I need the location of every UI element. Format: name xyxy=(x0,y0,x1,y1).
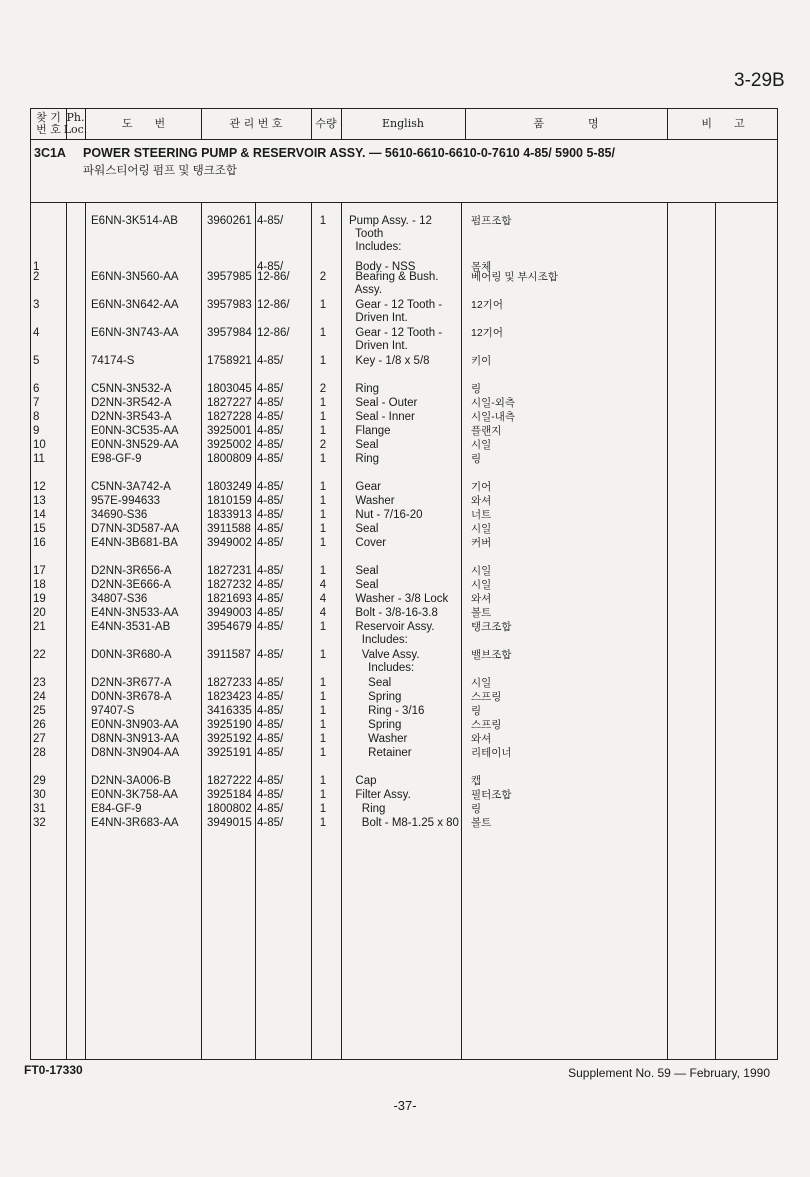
english-description xyxy=(349,411,415,424)
mgmt-number: 1833913 xyxy=(207,509,252,521)
effective-date: 4-85/ xyxy=(257,803,284,815)
korean-description: 시일 xyxy=(471,579,492,591)
effective-date: 4-85/ xyxy=(257,649,284,661)
section-code: 3C1A xyxy=(34,146,66,160)
quantity: 1 xyxy=(319,677,327,689)
effective-date: 4-85/ xyxy=(257,481,284,493)
effective-date: 4-85/ xyxy=(257,453,284,465)
effective-date: 4-85/ xyxy=(257,747,284,759)
part-number: 34690-S36 xyxy=(91,509,148,521)
effective-date: 4-85/ xyxy=(257,523,284,535)
part-number: 957E-994633 xyxy=(91,495,161,507)
ref-number: 20 xyxy=(33,607,46,619)
description-line: Driven Int. xyxy=(349,340,408,352)
effective-date: 4-85/ xyxy=(257,215,284,227)
english-description xyxy=(349,271,439,297)
effective-date: 4-85/ xyxy=(257,565,284,577)
ref-number: 23 xyxy=(33,677,46,689)
ref-number: 32 xyxy=(33,817,46,829)
effective-date: 4-85/ xyxy=(257,789,284,801)
description-line: Cap xyxy=(349,775,377,787)
korean-description: 시일 xyxy=(471,439,492,451)
section-title: POWER STEERING PUMP & RESERVOIR ASSY. — 5610-6610-6610-0-7610 4-85/ 5900 5-85/ xyxy=(83,146,615,160)
quantity: 1 xyxy=(319,747,327,759)
korean-description: 링 xyxy=(471,803,482,815)
quantity: 1 xyxy=(319,621,327,633)
part-number: E0NN-3K758-AA xyxy=(91,789,178,801)
col-rule xyxy=(255,202,256,1059)
korean-description: 링 xyxy=(471,383,482,395)
part-number: D2NN-3R543-A xyxy=(91,411,172,423)
part-number: C5NN-3N532-A xyxy=(91,383,172,395)
ref-number: 13 xyxy=(33,495,46,507)
description-line: Gear - 12 Tooth - xyxy=(349,327,443,339)
page-footer-number: -37- xyxy=(393,1098,417,1113)
description-line: Ring - 3/16 xyxy=(349,705,425,717)
ref-number: 21 xyxy=(33,621,46,633)
english-description xyxy=(349,355,430,368)
description-line: Seal xyxy=(349,565,379,577)
quantity: 4 xyxy=(319,579,327,591)
english-description xyxy=(349,523,378,536)
ref-number: 31 xyxy=(33,803,46,815)
effective-date: 4-85/ xyxy=(257,705,284,717)
description-line: Reservoir Assy. xyxy=(349,621,435,633)
effective-date: 4-85/ xyxy=(257,677,284,689)
effective-date: 4-85/ xyxy=(257,261,284,273)
description-line: Seal - Outer xyxy=(349,397,418,409)
description-line: Washer xyxy=(349,733,408,745)
korean-description: 링 xyxy=(471,453,482,465)
ref-number: 3 xyxy=(33,299,40,311)
korean-description: 펌프조합 xyxy=(471,215,512,227)
korean-description: 필터조합 xyxy=(471,789,512,801)
quantity: 1 xyxy=(319,453,327,465)
mgmt-number: 1827231 xyxy=(207,565,252,577)
description-line: Key - 1/8 x 5/8 xyxy=(349,355,430,367)
effective-date: 4-85/ xyxy=(257,425,284,437)
header-loc: Ph. Loc. xyxy=(66,109,86,139)
quantity: 1 xyxy=(319,691,327,703)
description-line: Spring xyxy=(349,691,402,703)
quantity: 1 xyxy=(319,397,327,409)
effective-date: 4-85/ xyxy=(257,439,284,451)
quantity: 1 xyxy=(319,299,327,311)
mgmt-number: 3957985 xyxy=(207,271,252,283)
effective-date: 4-85/ xyxy=(257,411,284,423)
mgmt-number: 3949002 xyxy=(207,537,252,549)
effective-date: 12-86/ xyxy=(257,327,290,339)
mgmt-number: 1803045 xyxy=(207,383,252,395)
part-number: E0NN-3N903-AA xyxy=(91,719,179,731)
quantity: 1 xyxy=(319,355,327,367)
header-part-number: 도 번 xyxy=(121,117,166,130)
english-description xyxy=(349,677,391,690)
english-description xyxy=(349,775,377,788)
part-number: 34807-S36 xyxy=(91,593,148,605)
english-description xyxy=(349,481,381,494)
section-title-korean: 파워스티어링 펌프 및 탱크조합 xyxy=(83,165,238,177)
part-number: 97407-S xyxy=(91,705,135,717)
quantity: 2 xyxy=(319,271,327,283)
description-line: Washer xyxy=(349,495,395,507)
mgmt-number: 1827233 xyxy=(207,677,252,689)
english-description xyxy=(349,621,434,647)
mgmt-number: 3925002 xyxy=(207,439,252,451)
quantity: 1 xyxy=(319,649,327,661)
description-line: Bolt - 3/8-16-3.8 xyxy=(349,607,438,619)
description-line: Seal xyxy=(349,677,392,689)
part-number: E0NN-3C535-AA xyxy=(91,425,179,437)
korean-description: 와셔 xyxy=(471,593,492,605)
english-description xyxy=(349,747,412,760)
ref-number: 27 xyxy=(33,733,46,745)
description-line: Driven Int. xyxy=(349,312,408,324)
part-number: E4NN-3R683-AA xyxy=(91,817,179,829)
mgmt-number: 3911587 xyxy=(207,649,251,661)
mgmt-number: 3925001 xyxy=(207,425,252,437)
header-mgmt-number: 관 리 번 호 xyxy=(229,117,283,130)
korean-description: 스프링 xyxy=(471,691,502,703)
english-description xyxy=(349,649,420,675)
effective-date: 12-86/ xyxy=(257,299,290,311)
korean-description: 시일-내측 xyxy=(471,411,516,423)
description-line: Assy. xyxy=(349,284,383,296)
header-remarks: 비 고 xyxy=(701,117,745,130)
description-line: Washer - 3/8 Lock xyxy=(349,593,449,605)
quantity: 1 xyxy=(319,509,327,521)
section-divider xyxy=(31,202,777,203)
mgmt-number: 1823423 xyxy=(207,691,252,703)
english-description xyxy=(349,691,401,704)
korean-description: 시일 xyxy=(471,565,492,577)
quantity: 1 xyxy=(319,817,327,829)
mgmt-number: 3416335 xyxy=(207,705,252,717)
header-divider xyxy=(31,139,777,140)
ref-number: 29 xyxy=(33,775,46,787)
effective-date: 4-85/ xyxy=(257,607,284,619)
ref-number: 25 xyxy=(33,705,46,717)
ref-number: 18 xyxy=(33,579,46,591)
part-number: E4NN-3B681-BA xyxy=(91,537,178,549)
mgmt-number: 1827232 xyxy=(207,579,252,591)
mgmt-number: 3949003 xyxy=(207,607,252,619)
mgmt-number: 1810159 xyxy=(207,495,252,507)
supplement-note: Supplement No. 59 — February, 1990 xyxy=(568,1066,770,1080)
effective-date: 4-85/ xyxy=(257,719,284,731)
description-line: Ring xyxy=(349,453,380,465)
effective-date: 4-85/ xyxy=(257,593,284,605)
description-line: Gear xyxy=(349,481,381,493)
description-line: Spring xyxy=(349,719,402,731)
part-number: C5NN-3A742-A xyxy=(91,481,171,493)
description-line: Body - NSS xyxy=(349,261,416,273)
quantity: 4 xyxy=(319,607,327,619)
mgmt-number: 3925190 xyxy=(207,719,252,731)
korean-description: 몸체 xyxy=(471,261,492,273)
effective-date: 4-85/ xyxy=(257,355,284,367)
ref-number: 6 xyxy=(33,383,40,395)
mgmt-number: 3960261 xyxy=(207,215,252,227)
english-description xyxy=(349,453,379,466)
effective-date: 4-85/ xyxy=(257,691,284,703)
part-number: E0NN-3N529-AA xyxy=(91,439,179,451)
effective-date: 4-85/ xyxy=(257,817,284,829)
korean-description: 링 xyxy=(471,705,482,717)
korean-description: 12기어 xyxy=(471,299,503,311)
english-description xyxy=(349,383,379,396)
part-number: D0NN-3R678-A xyxy=(91,691,172,703)
description-line: Tooth xyxy=(349,228,384,240)
english-description xyxy=(349,495,395,508)
header-english: English xyxy=(382,117,424,130)
ref-number: 28 xyxy=(33,747,46,759)
ref-number: 26 xyxy=(33,719,46,731)
quantity: 2 xyxy=(319,383,327,395)
korean-description: 리테이너 xyxy=(471,747,512,759)
korean-description: 커버 xyxy=(471,537,492,549)
quantity: 1 xyxy=(319,565,327,577)
part-number: D2NN-3R542-A xyxy=(91,397,172,409)
part-number: E4NN-3531-AB xyxy=(91,621,171,633)
ref-number: 4 xyxy=(33,327,40,339)
english-description xyxy=(349,803,385,816)
quantity: 1 xyxy=(319,733,327,745)
korean-description: 기어 xyxy=(471,481,492,493)
effective-date: 12-86/ xyxy=(257,271,290,283)
part-number: 74174-S xyxy=(91,355,135,367)
mgmt-number: 3957984 xyxy=(207,327,252,339)
part-number: E6NN-3K514-AB xyxy=(91,215,178,227)
ref-number: 8 xyxy=(33,411,40,423)
quantity: 1 xyxy=(319,775,327,787)
english-description xyxy=(349,425,391,438)
col-rule xyxy=(201,202,202,1059)
description-line: Ring xyxy=(349,803,386,815)
part-number: E98-GF-9 xyxy=(91,453,142,465)
ref-number: 30 xyxy=(33,789,46,801)
page-number: 3-29B xyxy=(734,70,785,91)
part-number: E6NN-3N743-AA xyxy=(91,327,179,339)
part-number: D2NN-3E666-A xyxy=(91,579,171,591)
col-rule xyxy=(85,202,86,1059)
korean-description: 시일-외측 xyxy=(471,397,516,409)
korean-description: 플랜지 xyxy=(471,425,502,437)
description-line: Seal xyxy=(349,523,379,535)
english-description xyxy=(349,705,424,718)
korean-description: 탱크조합 xyxy=(471,621,512,633)
korean-description: 캡 xyxy=(471,775,482,787)
quantity: 1 xyxy=(319,481,327,493)
ref-number: 17 xyxy=(33,565,46,577)
description-line: Filter Assy. xyxy=(349,789,411,801)
part-number: E4NN-3N533-AA xyxy=(91,607,179,619)
mgmt-number: 1827227 xyxy=(207,397,252,409)
description-line: Includes: xyxy=(349,634,408,646)
description-line: Includes: xyxy=(349,662,415,674)
ref-number: 12 xyxy=(33,481,46,493)
part-number: D8NN-3N904-AA xyxy=(91,747,180,759)
korean-description: 와셔 xyxy=(471,495,492,507)
header-qty: 수량 xyxy=(315,117,337,130)
description-line: Pump Assy. - 12 xyxy=(349,215,432,227)
col-rule xyxy=(341,202,342,1059)
description-line: Cover xyxy=(349,537,387,549)
mgmt-number: 1803249 xyxy=(207,481,252,493)
parts-table xyxy=(30,108,778,1060)
korean-description: 너트 xyxy=(471,509,492,521)
english-description xyxy=(349,593,448,606)
ref-number: 5 xyxy=(33,355,40,367)
description-line: Seal xyxy=(349,579,379,591)
korean-description: 볼트 xyxy=(471,817,492,829)
quantity: 1 xyxy=(319,803,327,815)
ref-number: 16 xyxy=(33,537,46,549)
ref-number: 15 xyxy=(33,523,46,535)
english-description xyxy=(349,397,417,410)
ref-number: 19 xyxy=(33,593,46,605)
korean-description: 베어링 및 부시조합 xyxy=(471,271,558,283)
effective-date: 4-85/ xyxy=(257,383,284,395)
english-description xyxy=(349,817,459,830)
effective-date: 4-85/ xyxy=(257,537,284,549)
part-number: D0NN-3R680-A xyxy=(91,649,172,661)
korean-description: 밸브조합 xyxy=(471,649,512,661)
effective-date: 4-85/ xyxy=(257,579,284,591)
part-number: D7NN-3D587-AA xyxy=(91,523,180,535)
ref-number: 14 xyxy=(33,509,46,521)
quantity: 1 xyxy=(319,705,327,717)
quantity: 1 xyxy=(319,537,327,549)
effective-date: 4-85/ xyxy=(257,733,284,745)
ref-number: 11 xyxy=(33,453,45,465)
english-description xyxy=(349,579,378,592)
ref-number: 2 xyxy=(33,271,40,283)
english-description xyxy=(349,565,378,578)
english-description xyxy=(349,215,432,254)
korean-description: 스프링 xyxy=(471,719,502,731)
mgmt-number: 3949015 xyxy=(207,817,252,829)
english-description xyxy=(349,733,407,746)
mgmt-number: 3954679 xyxy=(207,621,252,633)
effective-date: 4-85/ xyxy=(257,495,284,507)
quantity: 1 xyxy=(319,425,327,437)
quantity: 1 xyxy=(319,719,327,731)
mgmt-number: 3911588 xyxy=(207,523,251,535)
quantity: 1 xyxy=(319,411,327,423)
description-line: Bolt - M8-1.25 x 80 xyxy=(349,817,459,829)
english-description xyxy=(349,509,423,522)
english-description xyxy=(349,299,442,325)
english-description xyxy=(349,789,411,802)
form-number: FT0-17330 xyxy=(24,1063,83,1077)
korean-description: 볼트 xyxy=(471,607,492,619)
ref-number: 9 xyxy=(33,425,40,437)
korean-description: 시일 xyxy=(471,677,492,689)
part-number: E84-GF-9 xyxy=(91,803,142,815)
quantity: 1 xyxy=(319,495,327,507)
quantity: 2 xyxy=(319,439,327,451)
english-description xyxy=(349,327,442,353)
ref-number: 24 xyxy=(33,691,46,703)
description-line: Ring xyxy=(349,383,380,395)
mgmt-number: 3925184 xyxy=(207,789,252,801)
mgmt-number: 3925191 xyxy=(207,747,252,759)
col-rule xyxy=(715,202,716,1059)
mgmt-number: 1827228 xyxy=(207,411,252,423)
korean-description: 와셔 xyxy=(471,733,492,745)
korean-description: 시일 xyxy=(471,523,492,535)
effective-date: 4-85/ xyxy=(257,621,284,633)
mgmt-number: 1827222 xyxy=(207,775,252,787)
mgmt-number: 3957983 xyxy=(207,299,252,311)
description-line: Bearing & Bush. xyxy=(349,271,439,283)
description-line: Valve Assy. xyxy=(349,649,420,661)
english-description xyxy=(349,607,438,620)
effective-date: 4-85/ xyxy=(257,775,284,787)
ref-number: 10 xyxy=(33,439,46,451)
part-number: D8NN-3N913-AA xyxy=(91,733,180,745)
mgmt-number: 1821693 xyxy=(207,593,252,605)
quantity: 1 xyxy=(319,215,327,227)
quantity: 1 xyxy=(319,327,327,339)
english-description xyxy=(349,537,386,550)
description-line: Seal xyxy=(349,439,379,451)
header-korean: 품 명 xyxy=(533,117,599,130)
header-ref: 찾 기 번 호 xyxy=(36,111,61,136)
mgmt-number: 1758921 xyxy=(207,355,252,367)
col-rule xyxy=(66,202,67,1059)
part-number: D2NN-3R656-A xyxy=(91,565,172,577)
korean-description: 12기어 xyxy=(471,327,503,339)
quantity: 1 xyxy=(319,523,327,535)
effective-date: 4-85/ xyxy=(257,509,284,521)
description-line: Includes: xyxy=(349,241,402,253)
mgmt-number: 3925192 xyxy=(207,733,252,745)
part-number: E6NN-3N642-AA xyxy=(91,299,179,311)
part-number: E6NN-3N560-AA xyxy=(91,271,179,283)
english-description xyxy=(349,439,378,452)
description-line: Nut - 7/16-20 xyxy=(349,509,423,521)
description-line: Gear - 12 Tooth - xyxy=(349,299,443,311)
description-line: Flange xyxy=(349,425,391,437)
ref-number: 7 xyxy=(33,397,40,409)
description-line: Retainer xyxy=(349,747,412,759)
mgmt-number: 1800802 xyxy=(207,803,252,815)
ref-number: 22 xyxy=(33,649,46,661)
mgmt-number: 1800809 xyxy=(207,453,252,465)
col-rule xyxy=(667,202,668,1059)
part-number: D2NN-3A006-B xyxy=(91,775,171,787)
col-rule xyxy=(461,202,462,1059)
quantity: 4 xyxy=(319,593,327,605)
part-number: D2NN-3R677-A xyxy=(91,677,172,689)
ref-number: 1 xyxy=(33,261,40,273)
english-description xyxy=(349,719,401,732)
korean-description: 키이 xyxy=(471,355,492,367)
description-line: Seal - Inner xyxy=(349,411,415,423)
effective-date: 4-85/ xyxy=(257,397,284,409)
quantity: 1 xyxy=(319,789,327,801)
